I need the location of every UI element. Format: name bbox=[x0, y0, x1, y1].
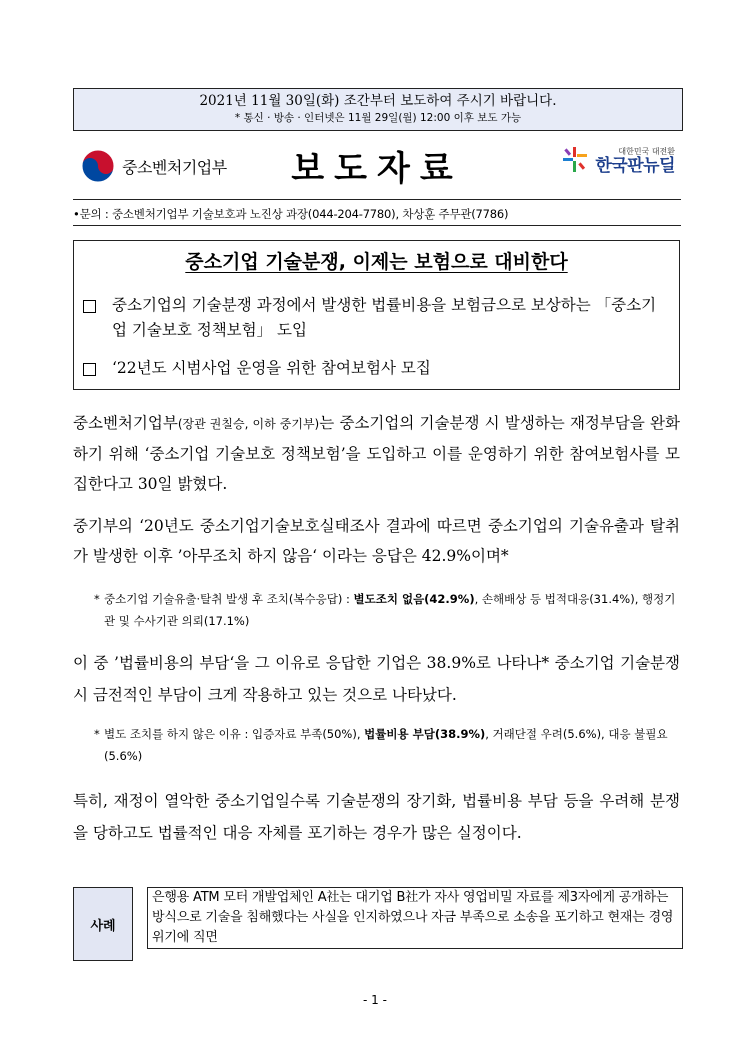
embargo-line1: 2021년 11월 30일(화) 조간부터 보도하여 주시기 바랍니다. bbox=[199, 93, 557, 109]
paragraph-especially: 특히, 재정이 열악한 중소기업일수록 기술분쟁의 장기화, 법률비용 부담 등을 우려해 분쟁을 당하고도 법률적인 대응 자체를 포기하는 경우가 많은 실정이다. bbox=[73, 792, 680, 842]
note-text: 중소기업 기술유출·탈취 발생 후 조치(복수응답) : bbox=[104, 592, 354, 606]
summary-bullet-text: 중소기업의 기술분쟁 과정에서 발생한 법률비용을 보험금으로 보상하는 「중소기업 기술보호 정책보험」 도입 bbox=[112, 296, 657, 339]
checkbox-bullet-icon bbox=[83, 300, 96, 313]
press-header bbox=[73, 135, 681, 200]
contact-line: •문의 : 중소벤처기업부 기술보호과 노진상 과장(044-204-7780), 차상훈 주무관(7786) bbox=[73, 203, 681, 226]
headline: 중소기업 기술분쟁, 이제는 보험으로 대비한다 bbox=[185, 251, 568, 273]
korean-new-deal-logo bbox=[561, 145, 675, 175]
paragraph-survey: 중기부의 ‘20년도 중소기업기술보호실태조사 결과에 따르면 중소기업의 기술유출과 탈취가 발생한 이후 ’아무조치 하지 않음‘ 이라는 응답은 42.9%이며* bbox=[73, 517, 680, 565]
note-text: , 손해배상 등 법적대응(31.4%), 행정기관 및 수사기관 의뢰(17.1%) bbox=[104, 592, 676, 628]
checkbox-bullet-icon bbox=[83, 363, 96, 376]
footnote-marker: * bbox=[94, 592, 100, 606]
example-label: 사례 bbox=[73, 887, 133, 961]
footnote-survey bbox=[94, 588, 680, 632]
para-text: 는 중소기업의 기술분쟁 시 발생하는 재정부담을 완화하기 위해 ‘중소기업 기술보호 정책보험’을 도입하고 이를 운영하기 위한 참여보험사를 모집한다고 30일 밝혔다. bbox=[73, 414, 680, 493]
paragraph-legal-cost: 이 중 ’법률비용의 부담‘을 그 이유로 응답한 기업은 38.9%로 나타나* 중소기업 기술분쟁 시 금전적인 부담이 크게 작용하고 있는 것으로 나타났다. bbox=[73, 654, 680, 704]
new-deal-subtitle: 대한민국 대전환 bbox=[618, 146, 675, 156]
embargo-banner bbox=[73, 88, 683, 131]
page-number: - 1 - bbox=[363, 993, 387, 1007]
footnote-marker: * bbox=[94, 727, 100, 741]
note-emphasis: 별도조치 없음(42.9%) bbox=[353, 592, 475, 606]
footnote-reasons bbox=[94, 723, 680, 767]
paragraph-intro bbox=[73, 408, 680, 499]
para-text: 중소벤처기업부 bbox=[73, 414, 178, 432]
summary-bullet bbox=[83, 293, 671, 343]
embargo-line2: * 통신 · 방송 · 인터넷은 11월 29일(월) 12:00 이후 보도 가능 bbox=[234, 112, 522, 124]
example-text: 은행용 ATM 모터 개발업체인 A社는 대기업 B社가 자사 영업비밀 자료를 제3자에게 공개하는 방식으로 기술을 침해했다는 사실을 인지하였으나 자금 부족으로 소송을 포기하고 현재는 경영위기에 직면 bbox=[147, 887, 683, 949]
headline-box bbox=[73, 240, 680, 390]
ministry-name: 중소벤처기업부 bbox=[122, 157, 227, 177]
note-text: , 거래단절 우려(5.6%), 대응 불필요(5.6%) bbox=[104, 727, 668, 763]
press-release-title: 보도자료 bbox=[291, 149, 463, 189]
note-text: 별도 조치를 하지 않은 이유 : 입증자료 부족(50%), bbox=[104, 727, 365, 741]
new-deal-title: 한국판뉴딜 bbox=[595, 155, 675, 176]
note-emphasis: 법률비용 부담(38.9%) bbox=[364, 727, 486, 741]
summary-bullet-text: ‘22년도 시범사업 운영을 위한 참여보험사 모집 bbox=[112, 359, 431, 377]
para-aside: (장관 권칠승, 이하 중기부) bbox=[177, 417, 320, 431]
new-deal-icon bbox=[561, 145, 589, 175]
summary-bullet bbox=[83, 356, 671, 381]
